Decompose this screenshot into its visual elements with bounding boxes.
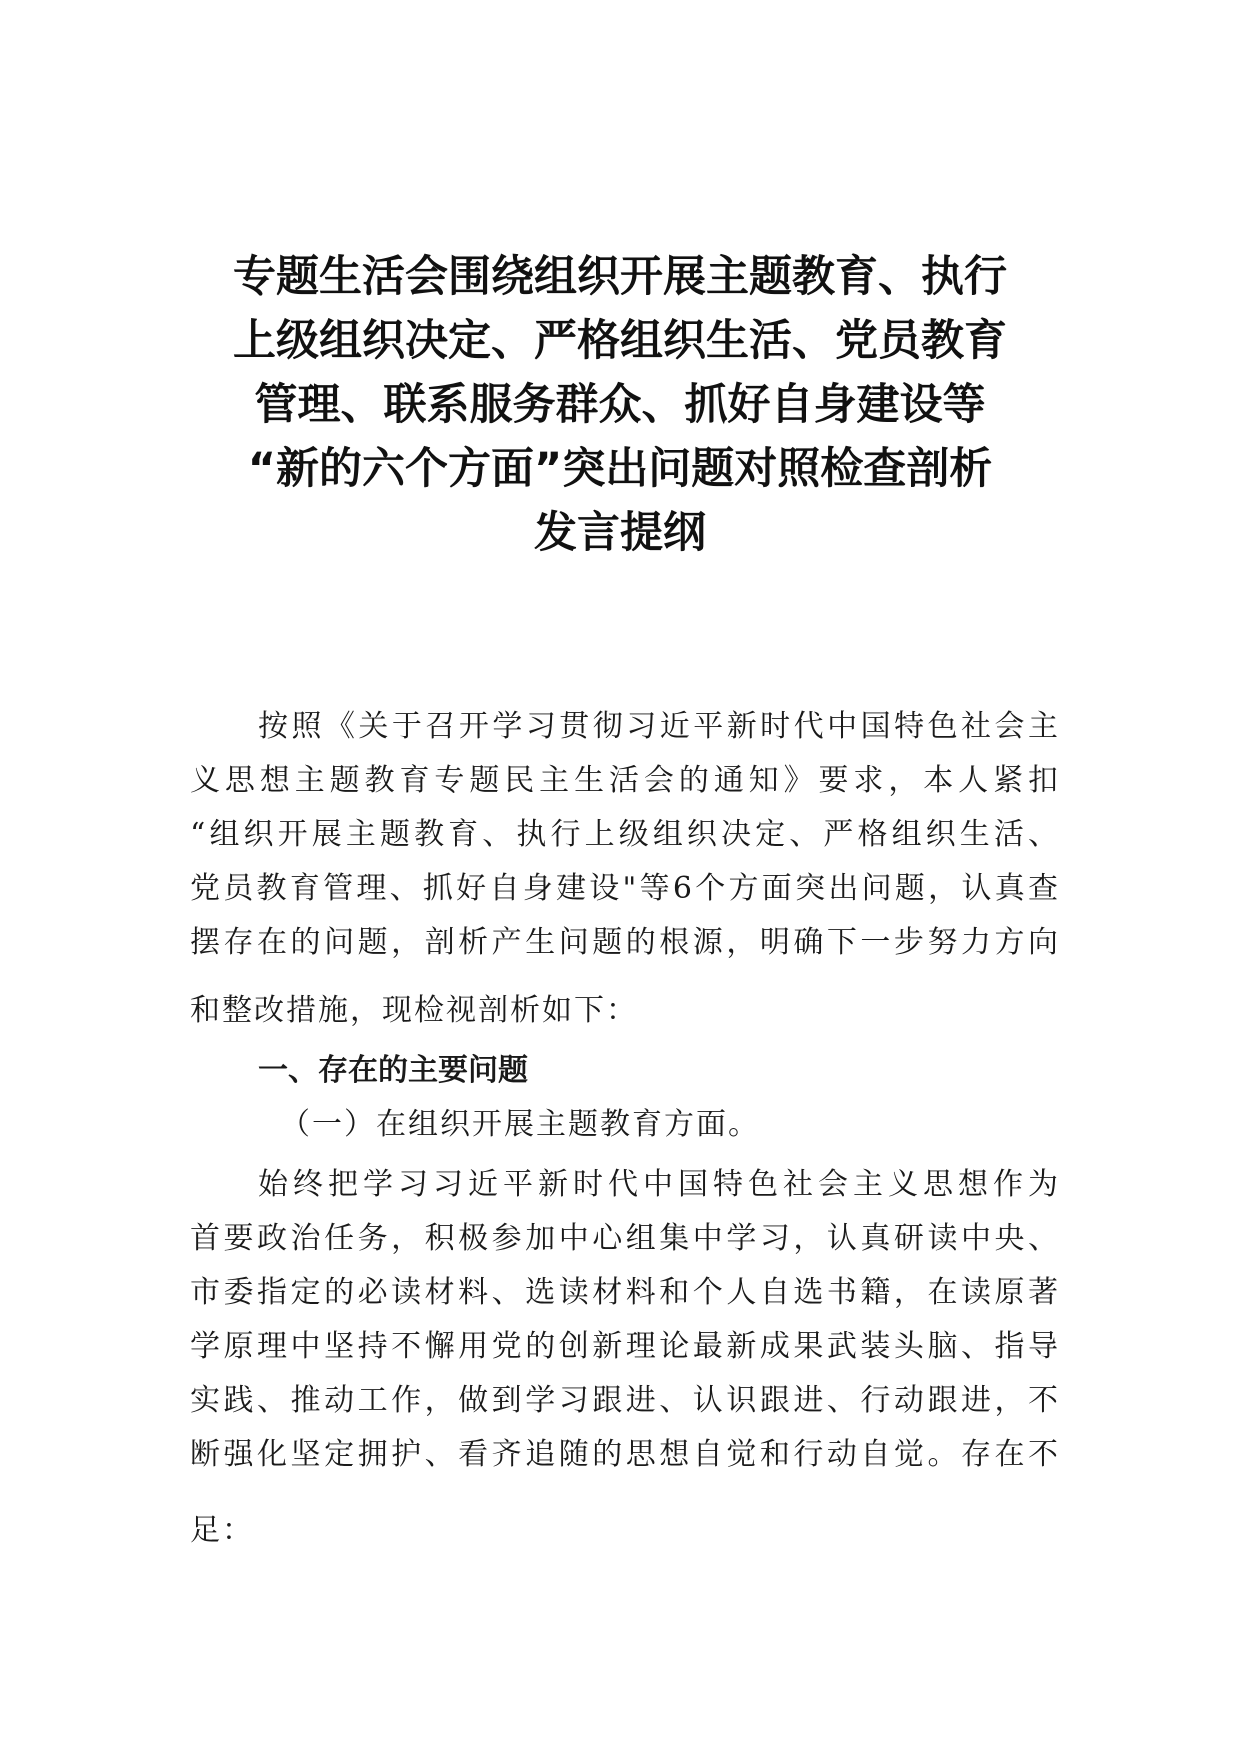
intro-paragraph (190, 700, 1060, 1038)
title-line: 发言提纲 (534, 508, 706, 558)
paragraph-line: 市委指定的必读材料、选读材料和个人自选书籍，在读原著 (190, 1275, 1060, 1310)
paragraph-line: 学原理中坚持不懈用党的创新理论最新成果武装头脑、指导 (190, 1329, 1060, 1364)
paragraph-line: 首要政治任务，积极参加中心组集中学习，认真研读中央、 (190, 1221, 1060, 1256)
document-body (190, 700, 1060, 1558)
title-line: 上级组织决定、严格组织生活、党员教育 (233, 316, 1007, 366)
document-title (150, 245, 1090, 565)
title-line: “新的六个方面”突出问题对照检查剖析 (247, 444, 993, 494)
intro-line: 和整改措施，现检视剖析如下： (190, 993, 638, 1028)
paragraph-line: 断强化坚定拥护、看齐追随的思想自觉和行动自觉。存在不 (190, 1437, 1060, 1472)
paragraph-line: 始终把学习习近平新时代中国特色社会主义思想作为 (258, 1167, 1060, 1202)
title-line: 管理、联系服务群众、抓好自身建设等 (254, 380, 986, 430)
intro-line: 摆存在的问题，剖析产生问题的根源，明确下一步努力方向 (190, 925, 1060, 960)
paragraph-line: 足： (190, 1513, 254, 1548)
title-line: 专题生活会围绕组织开展主题教育、执行 (233, 252, 1007, 302)
intro-line: 按照《关于召开学习贯彻习近平新时代中国特色社会主 (258, 709, 1060, 744)
intro-line: 党员教育管理、抓好自身建设"等6个方面突出问题，认真查 (190, 871, 1060, 906)
intro-line: “组织开展主题教育、执行上级组织决定、严格组织生活、 (190, 817, 1060, 852)
body-paragraph (190, 1158, 1060, 1558)
intro-line: 义思想主题教育专题民主生活会的通知》要求，本人紧扣 (190, 763, 1060, 798)
paragraph-line: 实践、推动工作，做到学习跟进、认识跟进、行动跟进，不 (190, 1383, 1060, 1418)
section-heading: 一、存在的主要问题 (258, 1053, 528, 1088)
subsection-heading: （一）在组织开展主题教育方面。 (280, 1107, 760, 1142)
